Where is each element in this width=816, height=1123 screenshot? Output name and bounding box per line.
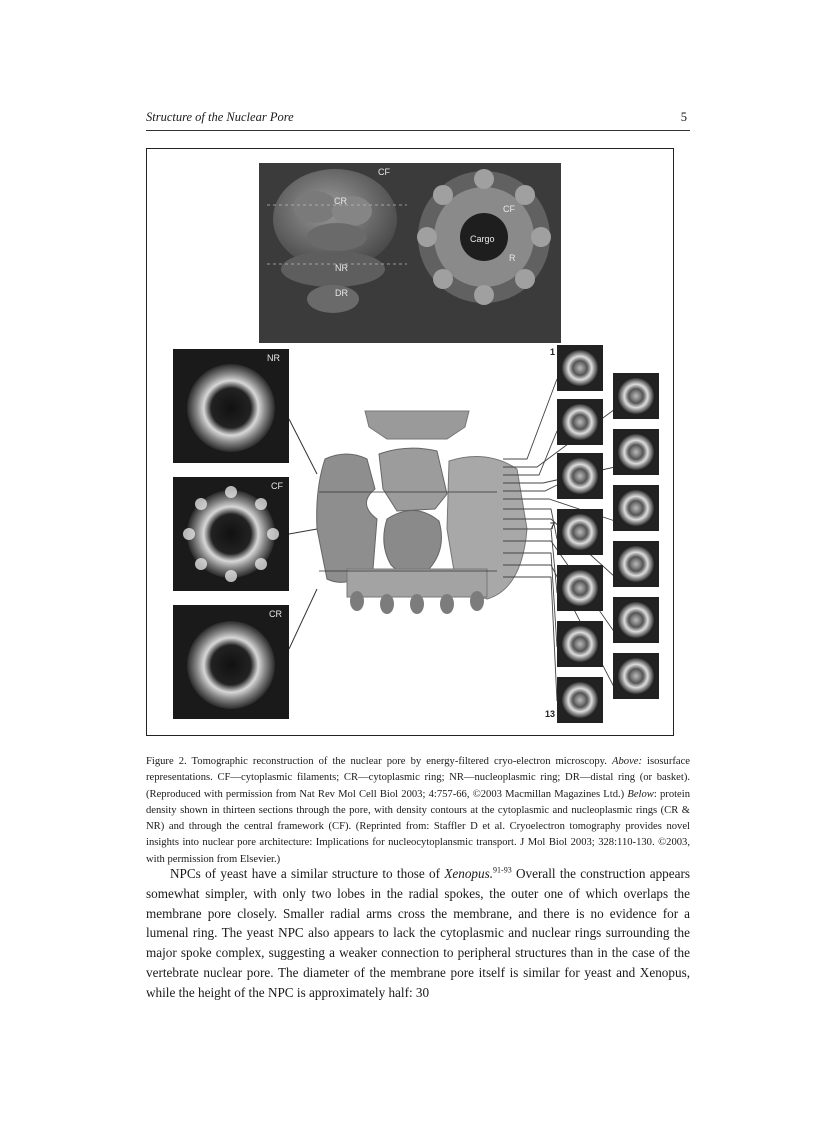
section-thumbnails [545, 345, 659, 723]
body-part-1: NPCs of yeast have a similar structure to those of [170, 866, 445, 881]
page-number: 5 [680, 110, 687, 124]
caption-below: Below [627, 788, 654, 800]
figure-caption [146, 754, 690, 868]
caption-text-2: isosurface representations. CF—cytoplasmic filaments; CR—cytoplasmic ring; NR—nucleoplasmic ring; DR—distal ring (or basket). (Reproduced with permission from Nat Rev Mol Cell Biol 2003; 4:757-66, ©2003 Macmillan Magazines Ltd.) [146, 756, 691, 800]
label-dr: DR [335, 288, 348, 298]
section-label-1: 1 [550, 347, 556, 357]
left-connectors [289, 419, 317, 649]
label-cf-right: CF [503, 204, 515, 214]
label-r: R [509, 253, 516, 263]
species-name: Xenopus. [444, 866, 494, 881]
reference-citation: 91-93 [493, 865, 512, 875]
caption-label: Figure 2. [146, 756, 187, 767]
running-header [146, 108, 690, 131]
density-panel-cf [173, 477, 289, 591]
label-cf-top: CF [378, 167, 390, 177]
density-panel-cr [173, 605, 289, 719]
panel-label-nr: NR [267, 353, 280, 363]
density-panel-nr [173, 349, 289, 463]
figure-2 [146, 148, 674, 736]
central-cross-section [317, 411, 527, 614]
body-part-2: Overall the construction appears somewhat simpler, with only two lobes in the radial spokes, the outer one of which overlaps the membrane pore closely. Smaller radial arms cross the membrane, and there is no evidence for a lumenal ring. The yeast NPC also appears to lack the cytoplasmic and nuclear rings surrounding the major spoke complex, suggesting a weaker connection to peripheral structures than in the case of the vertebrate nuclear pore. The diameter of the membrane pore itself is similar for yeast and Xenopus, while the height of the NPC is approximately half: 30 [146, 866, 690, 1000]
caption-text-3: : protein density shown in thirteen sections through the pore, with density contours at the cytoplasmic and nucleoplasmic rings (CR & NR) and through the central framework (CF). (Reprinted from: Staffler D et al. Cryoelectron tomography provides novel insights into nuclear pore architecture: Implications for nucleocytoplansmic transport. J Mol Biol 2003; 328:110-130. ©2003, with permission from Elsevier.) [146, 788, 691, 865]
panel-label-cf: CF [271, 481, 283, 491]
panel-label-cr: CR [269, 609, 282, 619]
running-title: Structure of the Nuclear Pore [146, 110, 294, 124]
caption-text-1: Tomographic reconstruction of the nuclear pore by energy-filtered cryo-electron microscopy. [186, 756, 612, 767]
body-paragraph [146, 864, 690, 1003]
label-cargo: Cargo [470, 234, 495, 244]
section-label-13: 13 [545, 709, 556, 719]
section-label-7: 7 [550, 521, 556, 531]
label-cr: CR [334, 196, 347, 206]
label-nr-top: NR [335, 263, 348, 273]
figure-illustration [147, 149, 673, 735]
caption-above: Above: [612, 756, 642, 767]
isosurface-panel [259, 163, 561, 343]
